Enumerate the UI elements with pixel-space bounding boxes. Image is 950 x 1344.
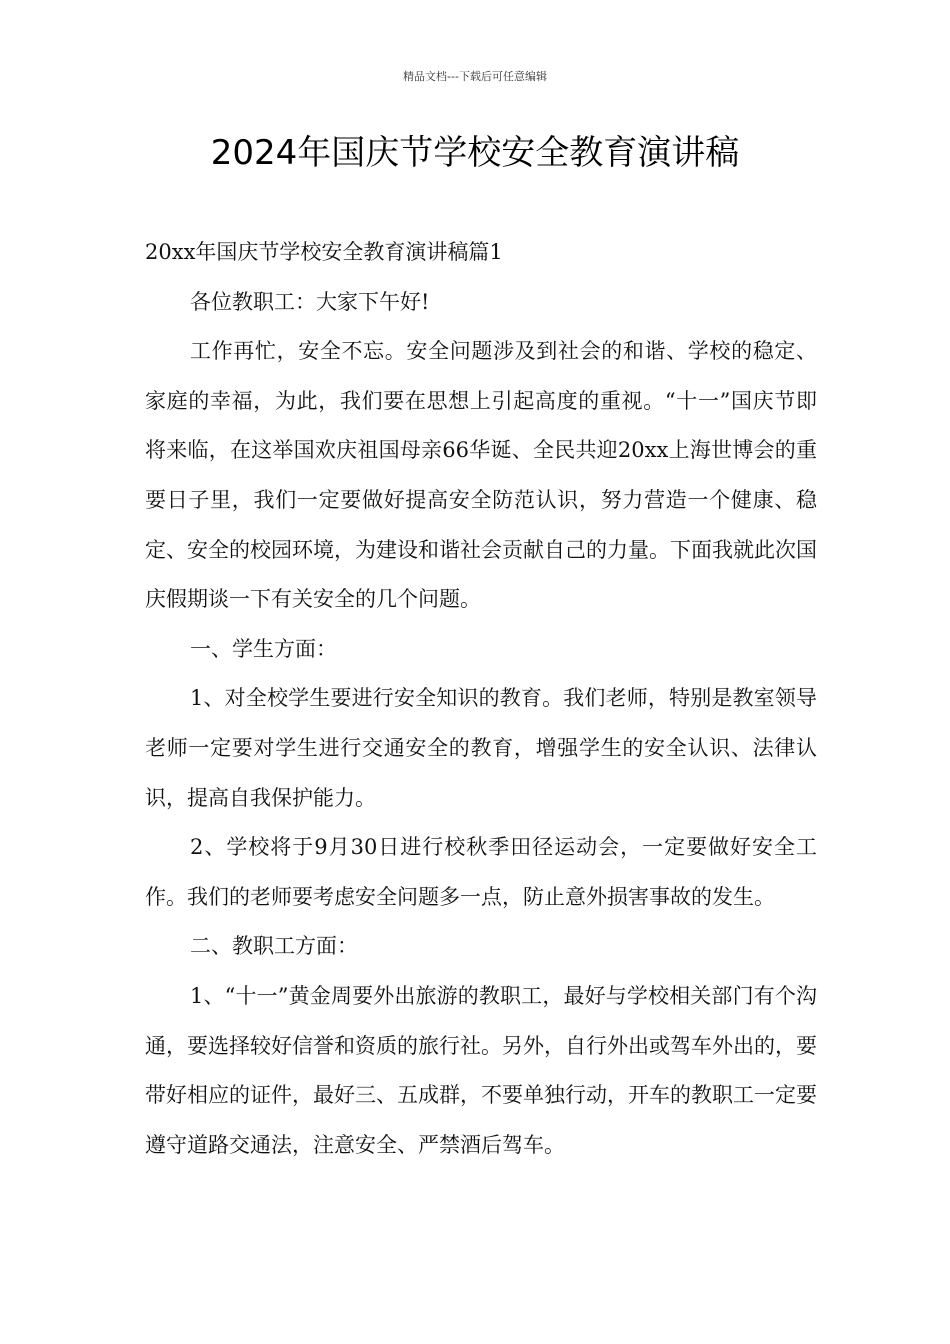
staff-item-1: 1、“十一”黄金周要外出旅游的教职工，最好与学校相关部门有个沟通，要选择较好信誉和资质的旅行社。另外，自行外出或驾车外出的，要带好相应的证件，最好三、五成群，不要单独行动，开车的教职工一定要遵守道路交通法，注意安全、严禁酒后驾车。 (145, 983, 817, 1157)
greeting-paragraph: 各位教职工：大家下午好! (190, 289, 430, 314)
document-body (145, 228, 817, 1170)
page-header-note: 精品文档---下载后可任意编辑 (403, 70, 547, 83)
subheading-staff: 二、教职工方面： (190, 934, 358, 959)
subheading-students: 一、学生方面： (190, 636, 337, 661)
section-heading: 20xx年国庆节学校安全教育演讲稿篇1 (145, 240, 503, 264)
intro-paragraph: 工作再忙，安全不忘。安全问题涉及到社会的和谐、学校的稳定、家庭的幸福，为此，我们要在思想上引起高度的重视。“十一”国庆节即将来临，在这举国欢庆祖国母亲66华诞、全民共迎20xx上海世博会的重要日子里，我们一定要做好提高安全防范认识，努力营造一个健康、稳定、安全的校园环境，为建设和谐社会贡献自己的力量。下面我就此次国庆假期谈一下有关安全的几个问题。 (145, 339, 817, 612)
students-item-1: 1、对全校学生要进行安全知识的教育。我们老师，特别是教室领导老师一定要对学生进行交通安全的教育，增强学生的安全认识、法律认识，提高自我保护能力。 (145, 686, 817, 810)
students-item-2: 2、学校将于9月30日进行校秋季田径运动会，一定要做好安全工作。我们的老师要考虑安全问题多一点，防止意外损害事故的发生。 (145, 835, 817, 909)
document-title: 2024年国庆节学校安全教育演讲稿 (210, 133, 740, 173)
